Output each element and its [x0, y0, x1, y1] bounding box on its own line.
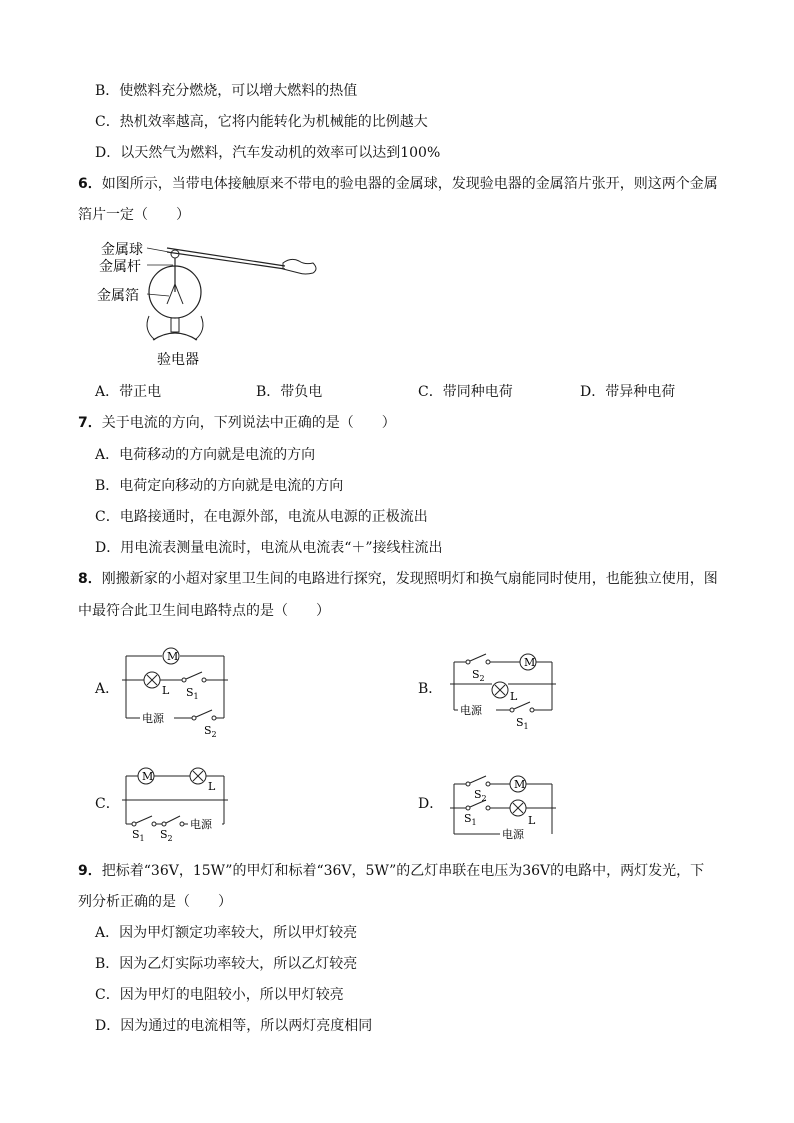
q5-option-d: D．以天然气为燃料，汽车发动机的效率可以达到100%	[95, 145, 441, 161]
source-label: 电源	[142, 712, 164, 725]
q8-stem-line1	[78, 569, 718, 589]
motor-symbol: M	[142, 770, 154, 783]
q8-option-d-label: D．	[418, 796, 444, 812]
source-label: 电源	[460, 704, 482, 717]
q6-option-d: D．带异种电荷	[580, 384, 676, 400]
q8-number: 8．	[78, 571, 102, 587]
switch-s1-label: $S_1$	[132, 828, 145, 842]
motor-symbol: M	[167, 650, 179, 663]
q7-option-a: A．电荷移动的方向就是电流的方向	[95, 447, 316, 463]
q7-option-b: B．电荷定向移动的方向就是电流的方向	[95, 478, 344, 494]
switch-s2-label: $S_2$	[160, 828, 173, 842]
motor-symbol: M	[524, 656, 536, 669]
q8-option-c-label: C．	[95, 796, 120, 812]
q6-number: 6．	[78, 176, 102, 192]
switch-s2-label: $S_2$	[474, 788, 487, 803]
switch-s2-label: $S_2$	[472, 668, 485, 683]
source-label: 电源	[502, 828, 524, 841]
label-electroscope: 验电器	[157, 352, 199, 368]
electroscope-figure	[95, 236, 325, 370]
switch-s1-label: $S_1$	[464, 812, 477, 827]
q7-number: 7．	[78, 415, 102, 431]
switch-s1-label: $S_1$	[516, 716, 529, 731]
q6-option-c: C．带同种电荷	[418, 384, 513, 400]
circuit-c	[118, 762, 232, 842]
q9-option-d: D．因为通过的电流相等，所以两灯亮度相同	[95, 1018, 373, 1034]
q8-option-a-label: A．	[95, 681, 120, 697]
q7-option-c: C．电路接通时，在电源外部，电流从电源的正极流出	[95, 509, 428, 525]
q7-stem-line	[78, 413, 396, 433]
label-metal-ball: 金属球	[101, 242, 143, 258]
q9-stem-line2: 列分析正确的是（ ）	[78, 894, 232, 910]
circuit-d	[444, 768, 560, 844]
circuit-b	[444, 650, 560, 736]
lamp-label: L	[208, 780, 216, 793]
q9-stem: 把标着“36V，15W”的甲灯和标着“36V，5W”的乙灯串联在电压为36V的电路中，两灯发光，下	[101, 863, 705, 879]
q6-option-a: A．带正电	[95, 384, 162, 400]
q6-stem-line2: 箔片一定（ ）	[78, 207, 190, 223]
lamp-label: L	[510, 690, 518, 703]
label-metal-rod: 金属杆	[99, 259, 141, 275]
q8-stem: 刚搬新家的小超对家里卫生间的电路进行探究，发现照明灯和换气扇能同时使用，也能独立使用，图	[101, 571, 718, 587]
q5-option-c: C．热机效率越高，它将内能转化为机械能的比例越大	[95, 114, 428, 130]
q6-stem-line1	[78, 174, 718, 194]
q8-option-b-label: B．	[418, 681, 443, 697]
q5-option-b: B．使燃料充分燃烧，可以增大燃料的热值	[95, 83, 358, 99]
q9-stem-line1	[78, 861, 704, 881]
switch-s1-label: $S_1$	[186, 686, 199, 701]
switch-s2-label: $S_2$	[204, 724, 217, 738]
electroscope-drawing	[95, 236, 325, 370]
q8-stem-line2: 中最符合此卫生间电路特点的是（ ）	[78, 603, 330, 619]
q7-option-d: D．用电流表测量电流时，电流从电流表“＋”接线柱流出	[95, 540, 443, 556]
lamp-label: L	[528, 814, 536, 827]
q9-option-c: C．因为甲灯的电阻较小，所以甲灯较亮	[95, 987, 344, 1003]
q6-stem: 如图所示，当带电体接触原来不带电的验电器的金属球，发现验电器的金属箔片张开，则这两个金属	[101, 176, 718, 192]
circuit-a	[118, 646, 230, 738]
label-metal-foil: 金属箔	[97, 288, 139, 304]
q9-option-b: B．因为乙灯实际功率较大，所以乙灯较亮	[95, 956, 358, 972]
q7-stem: 关于电流的方向，下列说法中正确的是（ ）	[101, 415, 396, 431]
motor-symbol: M	[514, 778, 526, 791]
q9-option-a: A．因为甲灯额定功率较大，所以甲灯较亮	[95, 925, 358, 941]
lamp-label: L	[162, 684, 170, 697]
source-label: 电源	[190, 818, 212, 831]
q9-number: 9．	[78, 863, 102, 879]
q6-option-b: B．带负电	[256, 384, 323, 400]
